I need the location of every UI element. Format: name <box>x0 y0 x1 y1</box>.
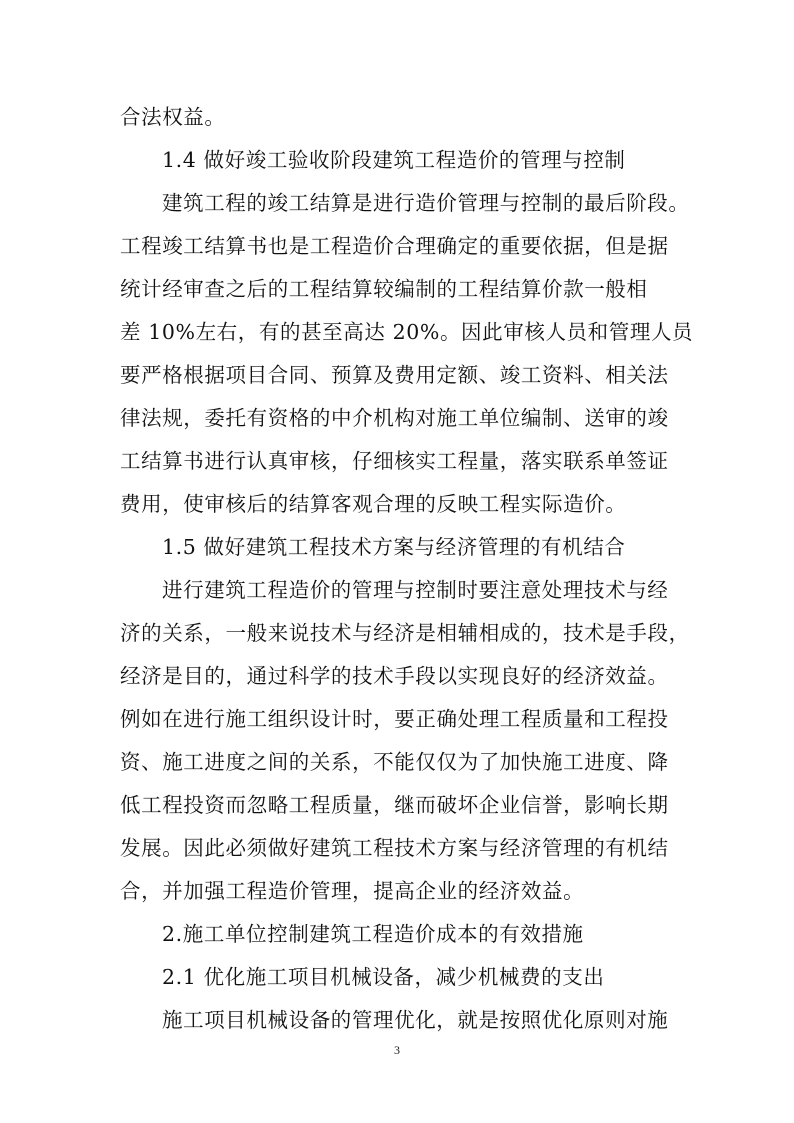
paragraph-line: 施工项目机械设备的管理优化，就是按照优化原则对施 <box>162 1008 669 1032</box>
paragraph-line: 例如在进行施工组织设计时，要正确处理工程质量和工程投 <box>120 707 669 731</box>
paragraph-line: 律法规，委托有资格的中介机构对施工单位编制、送审的竣 <box>120 406 669 430</box>
page-number: 3 <box>394 1043 400 1057</box>
section-heading-2: 2.施工单位控制建筑工程造价成本的有效措施 <box>162 922 584 946</box>
section-heading-2-1: 2.1 优化施工项目机械设备，减少机械费的支出 <box>162 965 605 989</box>
paragraph-line: 统计经审查之后的工程结算较编制的工程结算价款一般相 <box>120 277 648 301</box>
paragraph-line: 资、施工进度之间的关系，不能仅仅为了加快施工进度、降 <box>120 750 669 774</box>
paragraph-line: 要严格根据项目合同、预算及费用定额、竣工资料、相关法 <box>120 363 669 387</box>
paragraph-line: 差 10%左右，有的甚至高达 20%。因此审核人员和管理人员 <box>120 320 694 344</box>
section-heading-1-5: 1.5 做好建筑工程技术方案与经济管理的有机结合 <box>162 535 626 559</box>
paragraph-line: 费用，使审核后的结算客观合理的反映工程实际造价。 <box>120 492 627 516</box>
paragraph-line: 建筑工程的竣工结算是进行造价管理与控制的最后阶段。 <box>162 191 690 215</box>
paragraph-line: 进行建筑工程造价的管理与控制时要注意处理技术与经 <box>162 578 669 602</box>
paragraph-line: 低工程投资而忽略工程质量，继而破坏企业信誉，影响长期 <box>120 793 669 817</box>
paragraph-line: 经济是目的，通过科学的技术手段以实现良好的经济效益。 <box>120 664 669 688</box>
paragraph-line: 济的关系，一般来说技术与经济是相辅相成的，技术是手段， <box>120 621 690 645</box>
section-heading-1-4: 1.4 做好竣工验收阶段建筑工程造价的管理与控制 <box>162 148 626 172</box>
paragraph-line: 工结算书进行认真审核，仔细核实工程量，落实联系单签证 <box>120 449 669 473</box>
paragraph-line: 发展。因此必须做好建筑工程技术方案与经济管理的有机结 <box>120 836 669 860</box>
paragraph-line: 合，并加强工程造价管理，提高企业的经济效益。 <box>120 879 585 903</box>
paragraph-line: 合法权益。 <box>120 105 226 129</box>
paragraph-line: 工程竣工结算书也是工程造价合理确定的重要依据，但是据 <box>120 234 669 258</box>
